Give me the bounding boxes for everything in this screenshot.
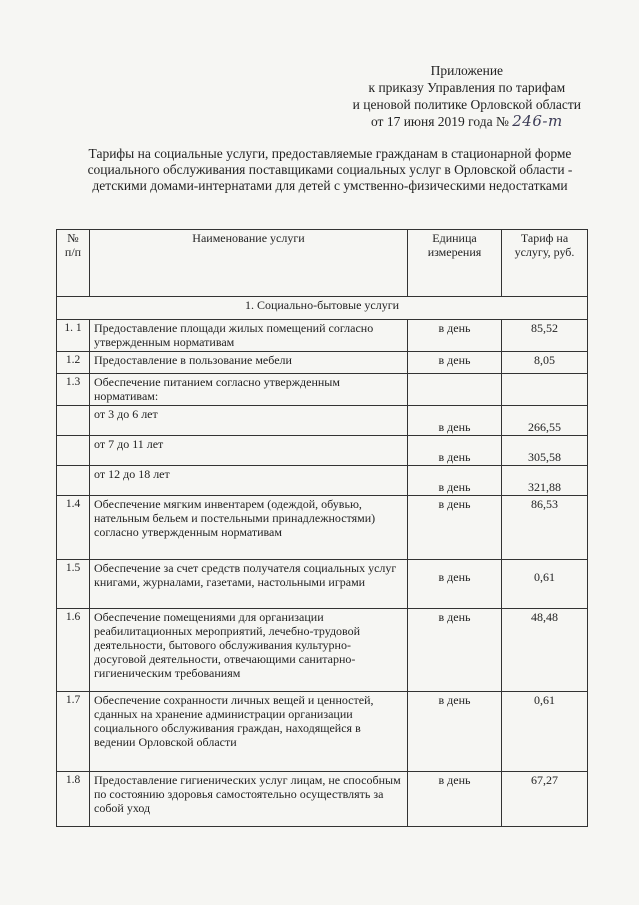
table-row xyxy=(57,436,588,466)
row-unit: в день xyxy=(408,609,502,692)
row-unit: в день xyxy=(408,406,502,436)
table-row xyxy=(57,496,588,560)
table-row xyxy=(57,772,588,827)
appendix-line-2: и ценовой политике Орловской области xyxy=(352,97,581,112)
row-number: 1.8 xyxy=(57,772,90,827)
table-row xyxy=(57,352,588,374)
table-row xyxy=(57,692,588,772)
appendix-order-line xyxy=(353,113,581,130)
row-number: 1.4 xyxy=(57,496,90,560)
row-service-name: от 7 до 11 лет xyxy=(90,436,408,466)
row-tariff: 266,55 xyxy=(502,406,588,436)
table-row xyxy=(57,406,588,436)
section-title: 1. Социально-бытовые услуги xyxy=(57,297,588,320)
row-tariff: 86,53 xyxy=(502,496,588,560)
table-row xyxy=(57,560,588,609)
row-tariff xyxy=(502,374,588,406)
row-tariff: 67,27 xyxy=(502,772,588,827)
row-number xyxy=(57,436,90,466)
row-unit: в день xyxy=(408,496,502,560)
appendix-title: Приложение xyxy=(430,63,504,78)
row-tariff: 8,05 xyxy=(502,352,588,374)
row-tariff: 0,61 xyxy=(502,692,588,772)
row-unit: в день xyxy=(408,320,502,352)
row-service-name: Предоставление площади жилых помещений согласно утвержденным нормативам xyxy=(90,320,408,352)
table-row xyxy=(57,466,588,496)
row-service-name: Обеспечение за счет средств получателя социальных услуг книгами, журналами, газетами, настольными играми xyxy=(90,560,408,609)
row-number: 1.2 xyxy=(57,352,90,374)
row-number: 1. 1 xyxy=(57,320,90,352)
document-title: Тарифы на социальные услуги, предоставляемые гражданам в стационарной форме социального обслуживания поставщиками социальных услуг в Орловской области - детскими домами-интернатами для детей с умственно-физическими недостатками xyxy=(87,146,573,193)
row-number: 1.7 xyxy=(57,692,90,772)
appendix-date: от 17 июня 2019 года № xyxy=(370,114,509,129)
table-row xyxy=(57,374,588,406)
header-tariff: Тариф на услугу, руб. xyxy=(502,230,588,297)
row-number: 1.3 xyxy=(57,374,90,406)
row-service-name: от 3 до 6 лет xyxy=(90,406,408,436)
table-row xyxy=(57,320,588,352)
row-service-name: Обеспечение помещениями для организации реабилитационных мероприятий, лечебно-трудовой деятельности, бытового обслуживания культурно-досуговой деятельности, отвечающими санитарно-гигиеническим требованиям xyxy=(90,609,408,692)
row-unit: в день xyxy=(408,692,502,772)
row-unit xyxy=(408,374,502,406)
row-unit: в день xyxy=(408,352,502,374)
row-service-name: Обеспечение мягким инвентарем (одеждой, обувью, нательным бельем и постельными принадлежностями) согласно утвержденным нормативам xyxy=(90,496,408,560)
row-number: 1.6 xyxy=(57,609,90,692)
row-service-name: от 12 до 18 лет xyxy=(90,466,408,496)
appendix-header xyxy=(353,62,581,130)
appendix-line-1: к приказу Управления по тарифам xyxy=(368,80,566,95)
row-unit: в день xyxy=(408,436,502,466)
row-tariff: 305,58 xyxy=(502,436,588,466)
row-unit: в день xyxy=(408,772,502,827)
row-service-name: Обеспечение питанием согласно утвержденным нормативам: xyxy=(90,374,408,406)
row-unit: в день xyxy=(408,466,502,496)
row-service-name: Предоставление гигиенических услуг лицам, не способным по состоянию здоровья самостоятельно осуществлять за собой уход xyxy=(90,772,408,827)
row-service-name: Предоставление в пользование мебели xyxy=(90,352,408,374)
table-header-row xyxy=(57,230,588,297)
header-unit: Единица измерения xyxy=(408,230,502,297)
header-service-name: Наименование услуги xyxy=(90,230,408,297)
row-tariff: 321,88 xyxy=(502,466,588,496)
row-number: 1.5 xyxy=(57,560,90,609)
row-tariff: 48,48 xyxy=(502,609,588,692)
order-number-handwritten: 246-т xyxy=(512,112,563,130)
header-number: № п/п xyxy=(57,230,90,297)
tariffs-table xyxy=(56,229,588,827)
table-row xyxy=(57,609,588,692)
row-unit: в день xyxy=(408,560,502,609)
row-tariff: 85,52 xyxy=(502,320,588,352)
row-tariff: 0,61 xyxy=(502,560,588,609)
row-number xyxy=(57,466,90,496)
row-service-name: Обеспечение сохранности личных вещей и ценностей, сданных на хранение администрации организации социального обслуживания граждан, находящейся в ведении Орловской области xyxy=(90,692,408,772)
row-number xyxy=(57,406,90,436)
